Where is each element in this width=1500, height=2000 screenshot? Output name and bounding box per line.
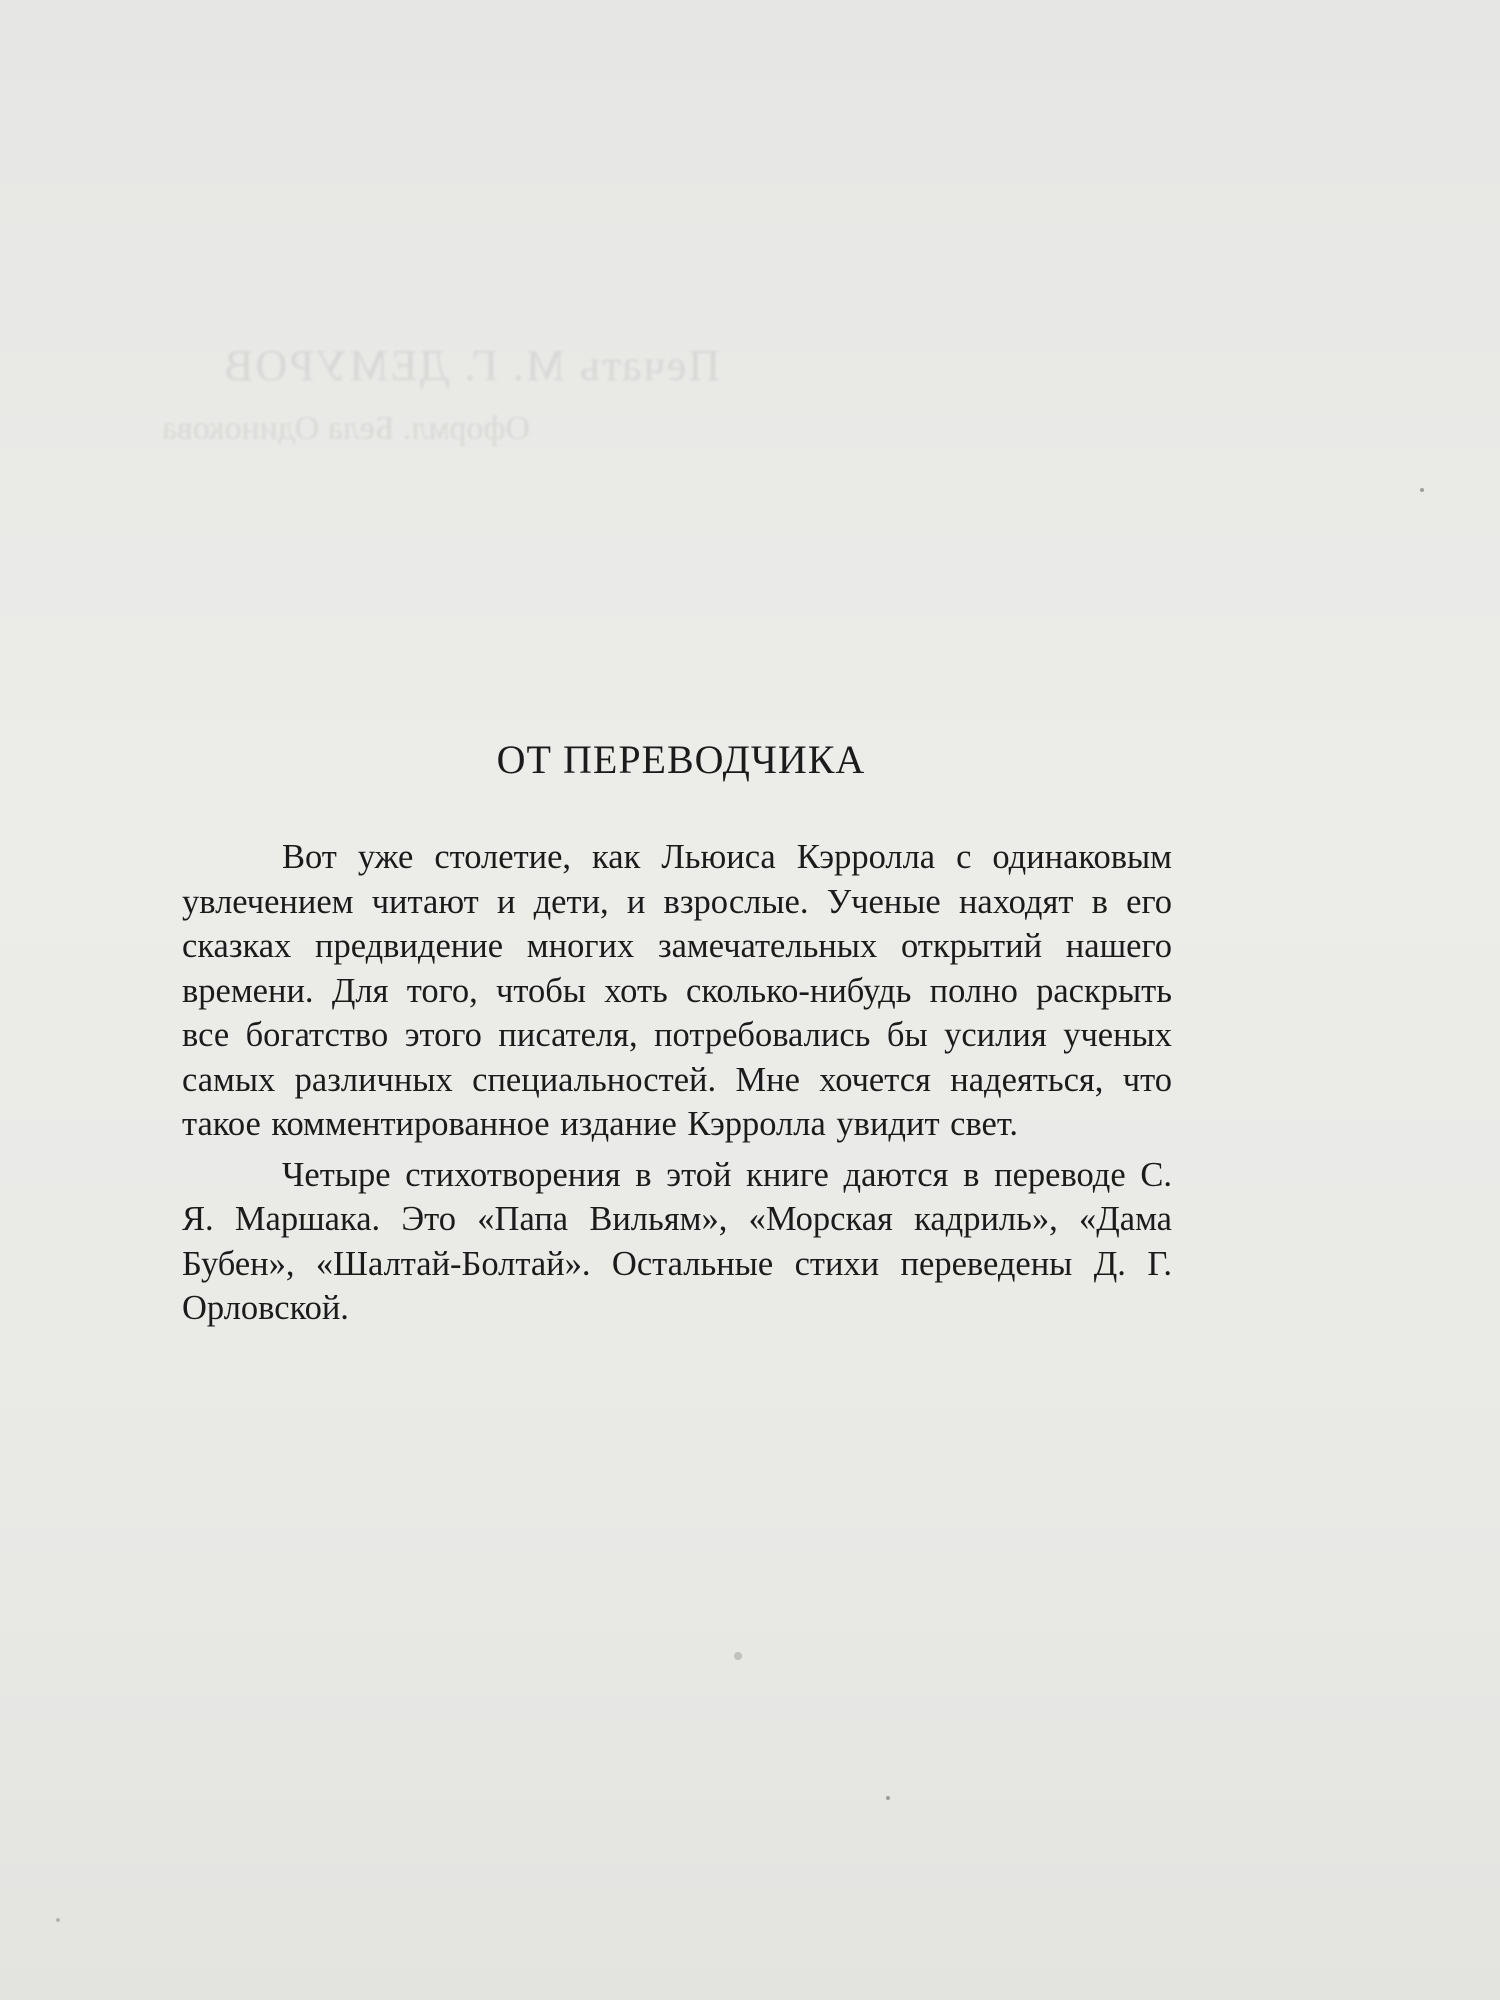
- paragraph: Вот уже столетие, как Льюиса Кэрролла с одинаковым увлечением читают и дети, и взрослые. Ученые находят в его сказках предвидение многих замечательных открытий нашего времени. Для того, чтобы хоть сколько-нибудь полно раскрыть все богатство этого писателя, потребовались бы усилия ученых самых различных специальностей. Мне хочется надеяться, что такое комментированное издание Кэрролла увидит свет.: [182, 838, 1172, 1143]
- paper-speck: [1420, 488, 1424, 492]
- paragraph: Четыре стихотворения в этой книге даются в переводе С. Я. Маршака. Это «Папа Вильям», «Морская кадриль», «Дама Бубен», «Шалтай-Болтай». Остальные стихи переведены Д. Г. Орловской.: [182, 1155, 1172, 1327]
- paper-speck: [734, 1652, 742, 1660]
- bleed-through-text: [0, 340, 760, 480]
- paper-speck: [886, 1796, 890, 1800]
- paper-speck: [56, 1918, 60, 1922]
- bleed-through-line: Оформл. Бела Одинокова: [161, 410, 530, 447]
- page-title: ОТ ПЕРЕВОДЧИКА: [496, 737, 866, 782]
- preface-section: [182, 736, 1172, 1337]
- bleed-through-line: Печать М. Г. ДЕМУРОВ: [222, 341, 720, 390]
